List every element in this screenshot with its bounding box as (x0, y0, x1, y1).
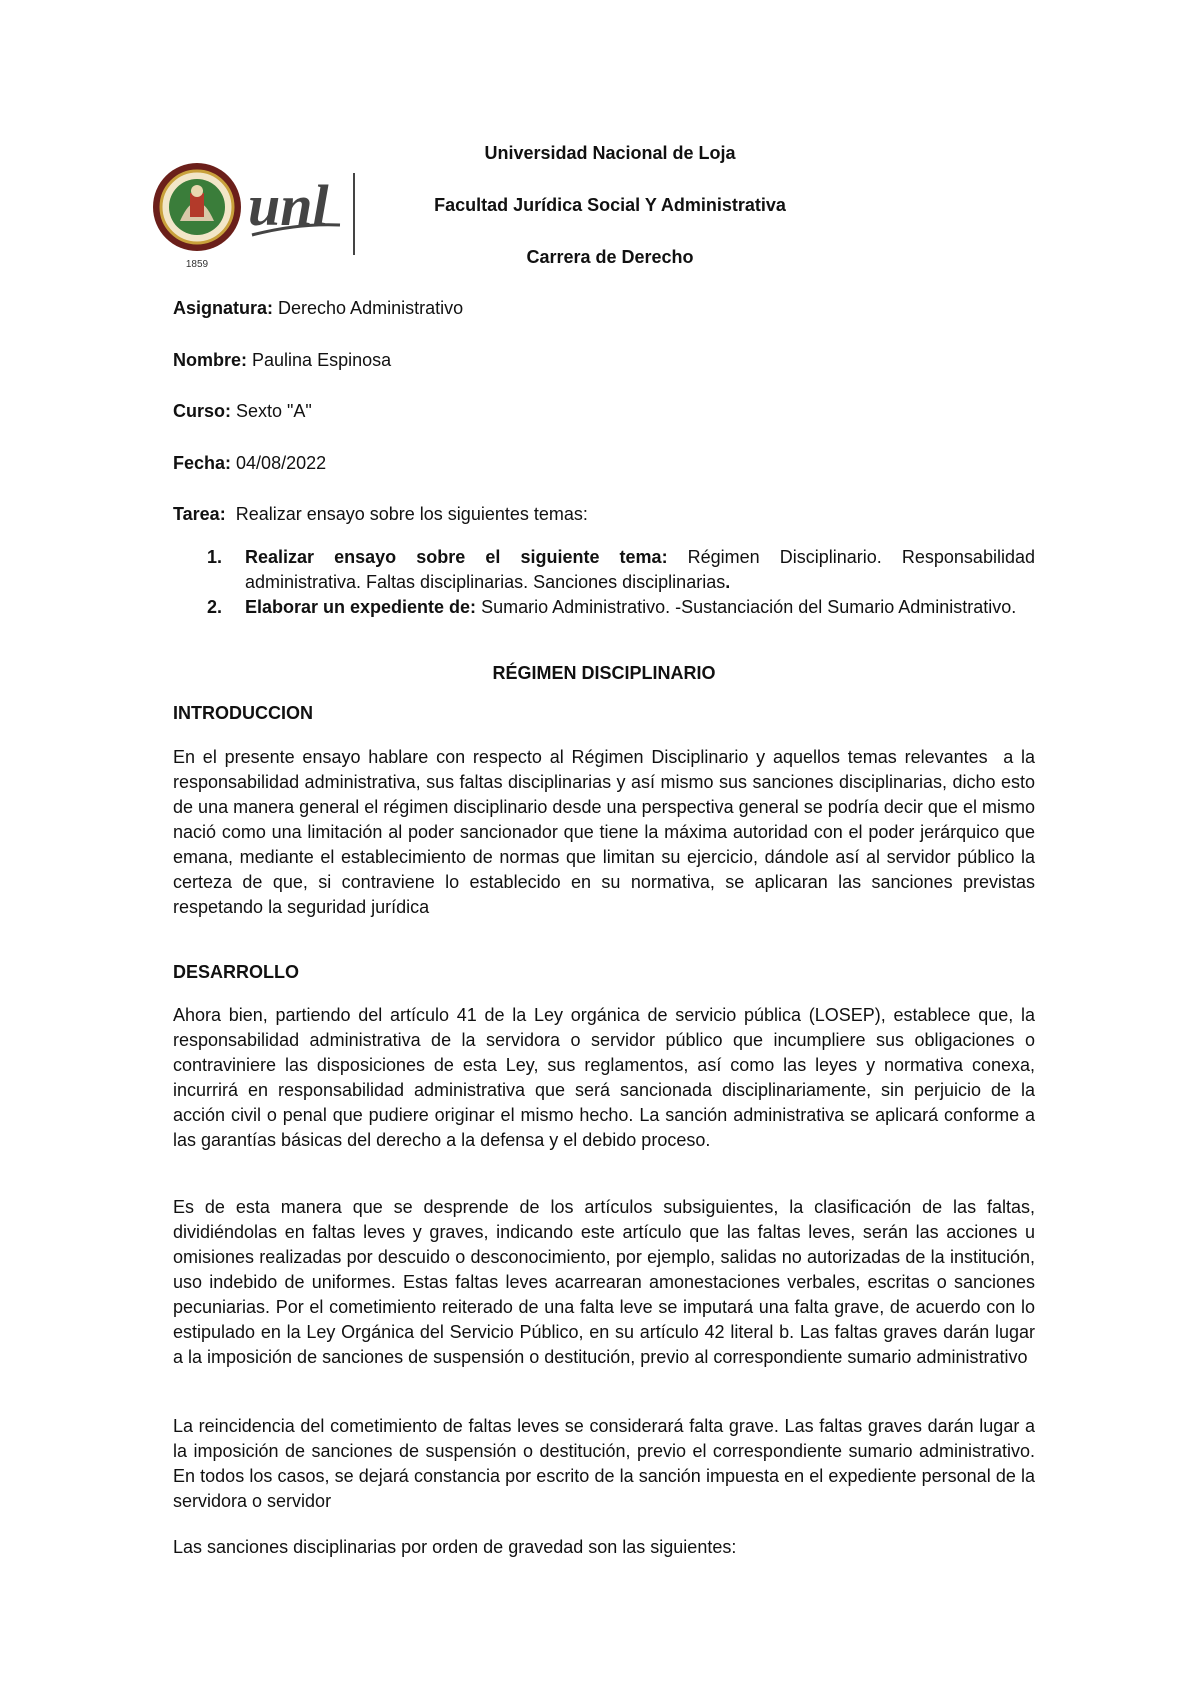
meta-value: Realizar ensayo sobre los siguientes temas: (225, 504, 588, 524)
faculty-name: Facultad Jurídica Social Y Administrativa (434, 195, 786, 215)
list-number: 2. (207, 597, 223, 617)
meta-task (173, 504, 588, 525)
intro-paragraph: En el presente ensayo hablare con respecto al Régimen Disciplinario y aquellos temas relevantes a la responsabilidad administrativa, sus faltas disciplinarias y así mismo sus sanciones disciplinarias, dicho esto de una manera general el régimen disciplinario desde una perspectiva general se podría decir que el mismo nació como una limitación al poder sancionador que tiene la máxima autoridad con el poder jerárquico que emana, mediante el establecimiento de normas que limitan su ejercicio, dándole así al servidor público la certeza de que, si contraviene lo establecido en su normativa, se aplicaran las sanciones previstas respetando la seguridad jurídica (173, 747, 1041, 917)
list-text (245, 595, 1035, 620)
list-item (173, 545, 1035, 595)
list-text (245, 545, 1035, 595)
meta-label: Fecha: (173, 453, 232, 473)
meta-course (173, 401, 312, 422)
intro-heading: INTRODUCCION (173, 703, 313, 723)
meta-value: Derecho Administrativo (273, 298, 464, 318)
meta-label: Asignatura: (173, 298, 274, 318)
university-seal-icon (150, 163, 244, 271)
development-paragraph-2: Es de esta manera que se desprende de los artículos subsiguientes, la clasificación de las faltas, dividiéndolas en faltas leves y graves, indicando este artículo que las faltas leves, serán las acciones u omisiones realizadas por descuido o desconocimiento, por ejemplo, salidas no autorizadas de la institución, uso indebido de uniformes. Estas faltas leves acarrearan amonestaciones verbales, escritas o sanciones pecuniarias. Por el cometimiento reiterado de una falta leve se imputará una falta grave, de acuerdo con lo estipulado en la Ley Orgánica del Servicio Público, en su artículo 42 literal b. Las faltas graves darán lugar a la imposición de sanciones de suspensión o destitución, previo al correspondiente sumario administrativo (173, 1197, 1035, 1367)
list-bold-text: Elaborar un expediente de: (245, 597, 477, 617)
meta-name (173, 350, 391, 371)
list-body-text: Sumario Administrativo. -Sustanciación del Sumario Administrativo. (476, 597, 1017, 617)
meta-label: Nombre: (173, 350, 248, 370)
section-title: RÉGIMEN DISCIPLINARIO (492, 663, 716, 683)
list-bold-text: Realizar ensayo sobre el siguiente tema: (245, 547, 668, 567)
meta-value: Paulina Espinosa (247, 350, 392, 370)
development-heading: DESARROLLO (173, 962, 299, 982)
list-number: 1. (207, 547, 223, 567)
meta-date (173, 453, 326, 474)
development-paragraph-3: La reincidencia del cometimiento de faltas leves se considerará falta grave. Las faltas graves darán lugar a la imposición de sanciones de suspensión o destitución, previo el correspondiente sumario administrativo. En todos los casos, se dejará constancia por escrito de la sanción impuesta en el expediente personal de la servidora o servidor (173, 1416, 1035, 1511)
unl-wordmark (248, 163, 360, 263)
development-paragraph-1: Ahora bien, partiendo del artículo 41 de la Ley orgánica de servicio pública (LOSEP), establece que, la responsabilidad administrativa de la servidora o servidor público que incumpliere sus obligaciones o contraviniere las disposiciones de esta Ley, sus reglamentos, así como las leyes y normativa conexa, incurrirá en responsabilidad administrativa que será sancionada disciplinariamente, sin perjuicio de la acción civil o penal que pudiere originar el mismo hecho. La sanción administrativa se aplicará conforme a las garantías básicas del derecho a la defensa y el debido proceso. (173, 1005, 1035, 1150)
meta-subject (173, 298, 463, 319)
development-paragraph-4: Las sanciones disciplinarias por orden de gravedad son las siguientes: (173, 1537, 737, 1557)
svg-text:unl: unl (248, 173, 329, 238)
list-tail: . (725, 572, 731, 592)
meta-value: 04/08/2022 (231, 453, 327, 473)
list-body-text: Régimen Disciplinario. Responsabilidad administrativa. Faltas disciplinarias. Sanciones disciplinarias (245, 547, 1035, 592)
meta-label: Curso: (173, 401, 231, 421)
task-list (173, 545, 1035, 620)
meta-value: Sexto "A" (231, 401, 312, 421)
university-logo (150, 163, 360, 271)
career-name: Carrera de Derecho (526, 247, 694, 267)
university-name: Universidad Nacional de Loja (484, 143, 736, 163)
meta-label: Tarea: (173, 504, 226, 524)
list-item (173, 595, 1035, 620)
seal-year: 1859 (185, 259, 209, 270)
